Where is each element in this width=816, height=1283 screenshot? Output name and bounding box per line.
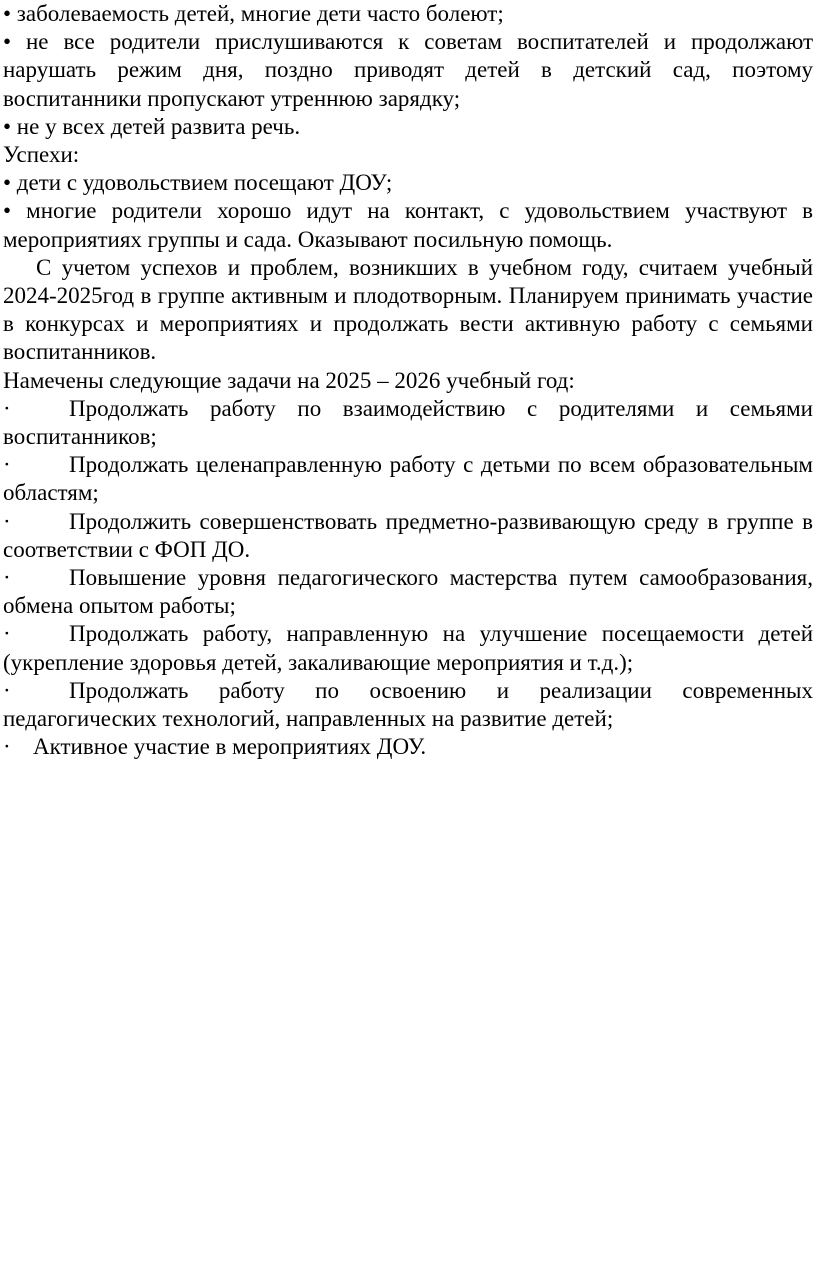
task-text: Продолжать работу по освоению и реализации современных педагогических технологий, направленных на развитие детей; [3, 677, 813, 732]
task-item [3, 508, 813, 564]
problem-item: • не все родители прислушиваются к советам воспитателей и продолжают нарушать режим дня, поздно приводят детей в детский сад, поэтому воспитанники пропускают утреннюю зарядку; [3, 29, 813, 111]
task-text: Продолжать работу по взаимодействию с родителями и семьями воспитанников; [3, 395, 813, 450]
task-item [3, 620, 813, 676]
task-text: Продолжать работу, направленную на улучшение посещаемости детей (укрепление здоровья детей, закаливающие мероприятия и т.д.); [3, 621, 813, 675]
bullet-mark: · [3, 395, 11, 421]
task-item [3, 451, 813, 507]
task-item [3, 564, 813, 620]
problem-item: • не у всех детей развита речь. [3, 113, 301, 139]
bullet-mark: · [3, 565, 11, 591]
successes-heading: Успехи: [3, 142, 80, 168]
bullet-mark: · [3, 452, 11, 478]
bullet-mark: · [3, 677, 11, 703]
task-text: Повышение уровня педагогического мастерства путем самообразования, обмена опытом работы; [3, 565, 813, 619]
tasks-heading: Намечены следующие задачи на 2025 – 2026 учебный год: [3, 367, 575, 393]
task-item [3, 677, 813, 733]
conclusion-paragraph: С учетом успехов и проблем, возникших в учебном году, считаем учебный 2024-2025год в группе активным и плодотворным. Планируем принимать участие в конкурсах и мероприятиях и продолжать вести активную работу с семьями воспитанников. [3, 254, 813, 365]
bullet-mark: · [3, 508, 11, 534]
success-item: • дети с удовольствием посещают ДОУ; [3, 170, 393, 196]
task-text: Активное участие в мероприятиях ДОУ. [33, 734, 427, 760]
task-item [3, 395, 813, 451]
task-item [3, 733, 813, 761]
task-text: Продолжать целенаправленную работу с детьми по всем образовательным областям; [3, 452, 813, 506]
task-text: Продолжить совершенствовать предметно-развивающую среду в группе в соответствии с ФОП ДО. [3, 508, 813, 562]
problem-item: • заболеваемость детей, многие дети часто болеют; [3, 1, 504, 26]
bullet-mark: · [3, 734, 11, 760]
success-item: • многие родители хорошо идут на контакт, с удовольствием участвуют в мероприятиях группы и сада. Оказывают посильную помощь. [3, 198, 813, 252]
bullet-mark: · [3, 621, 11, 647]
